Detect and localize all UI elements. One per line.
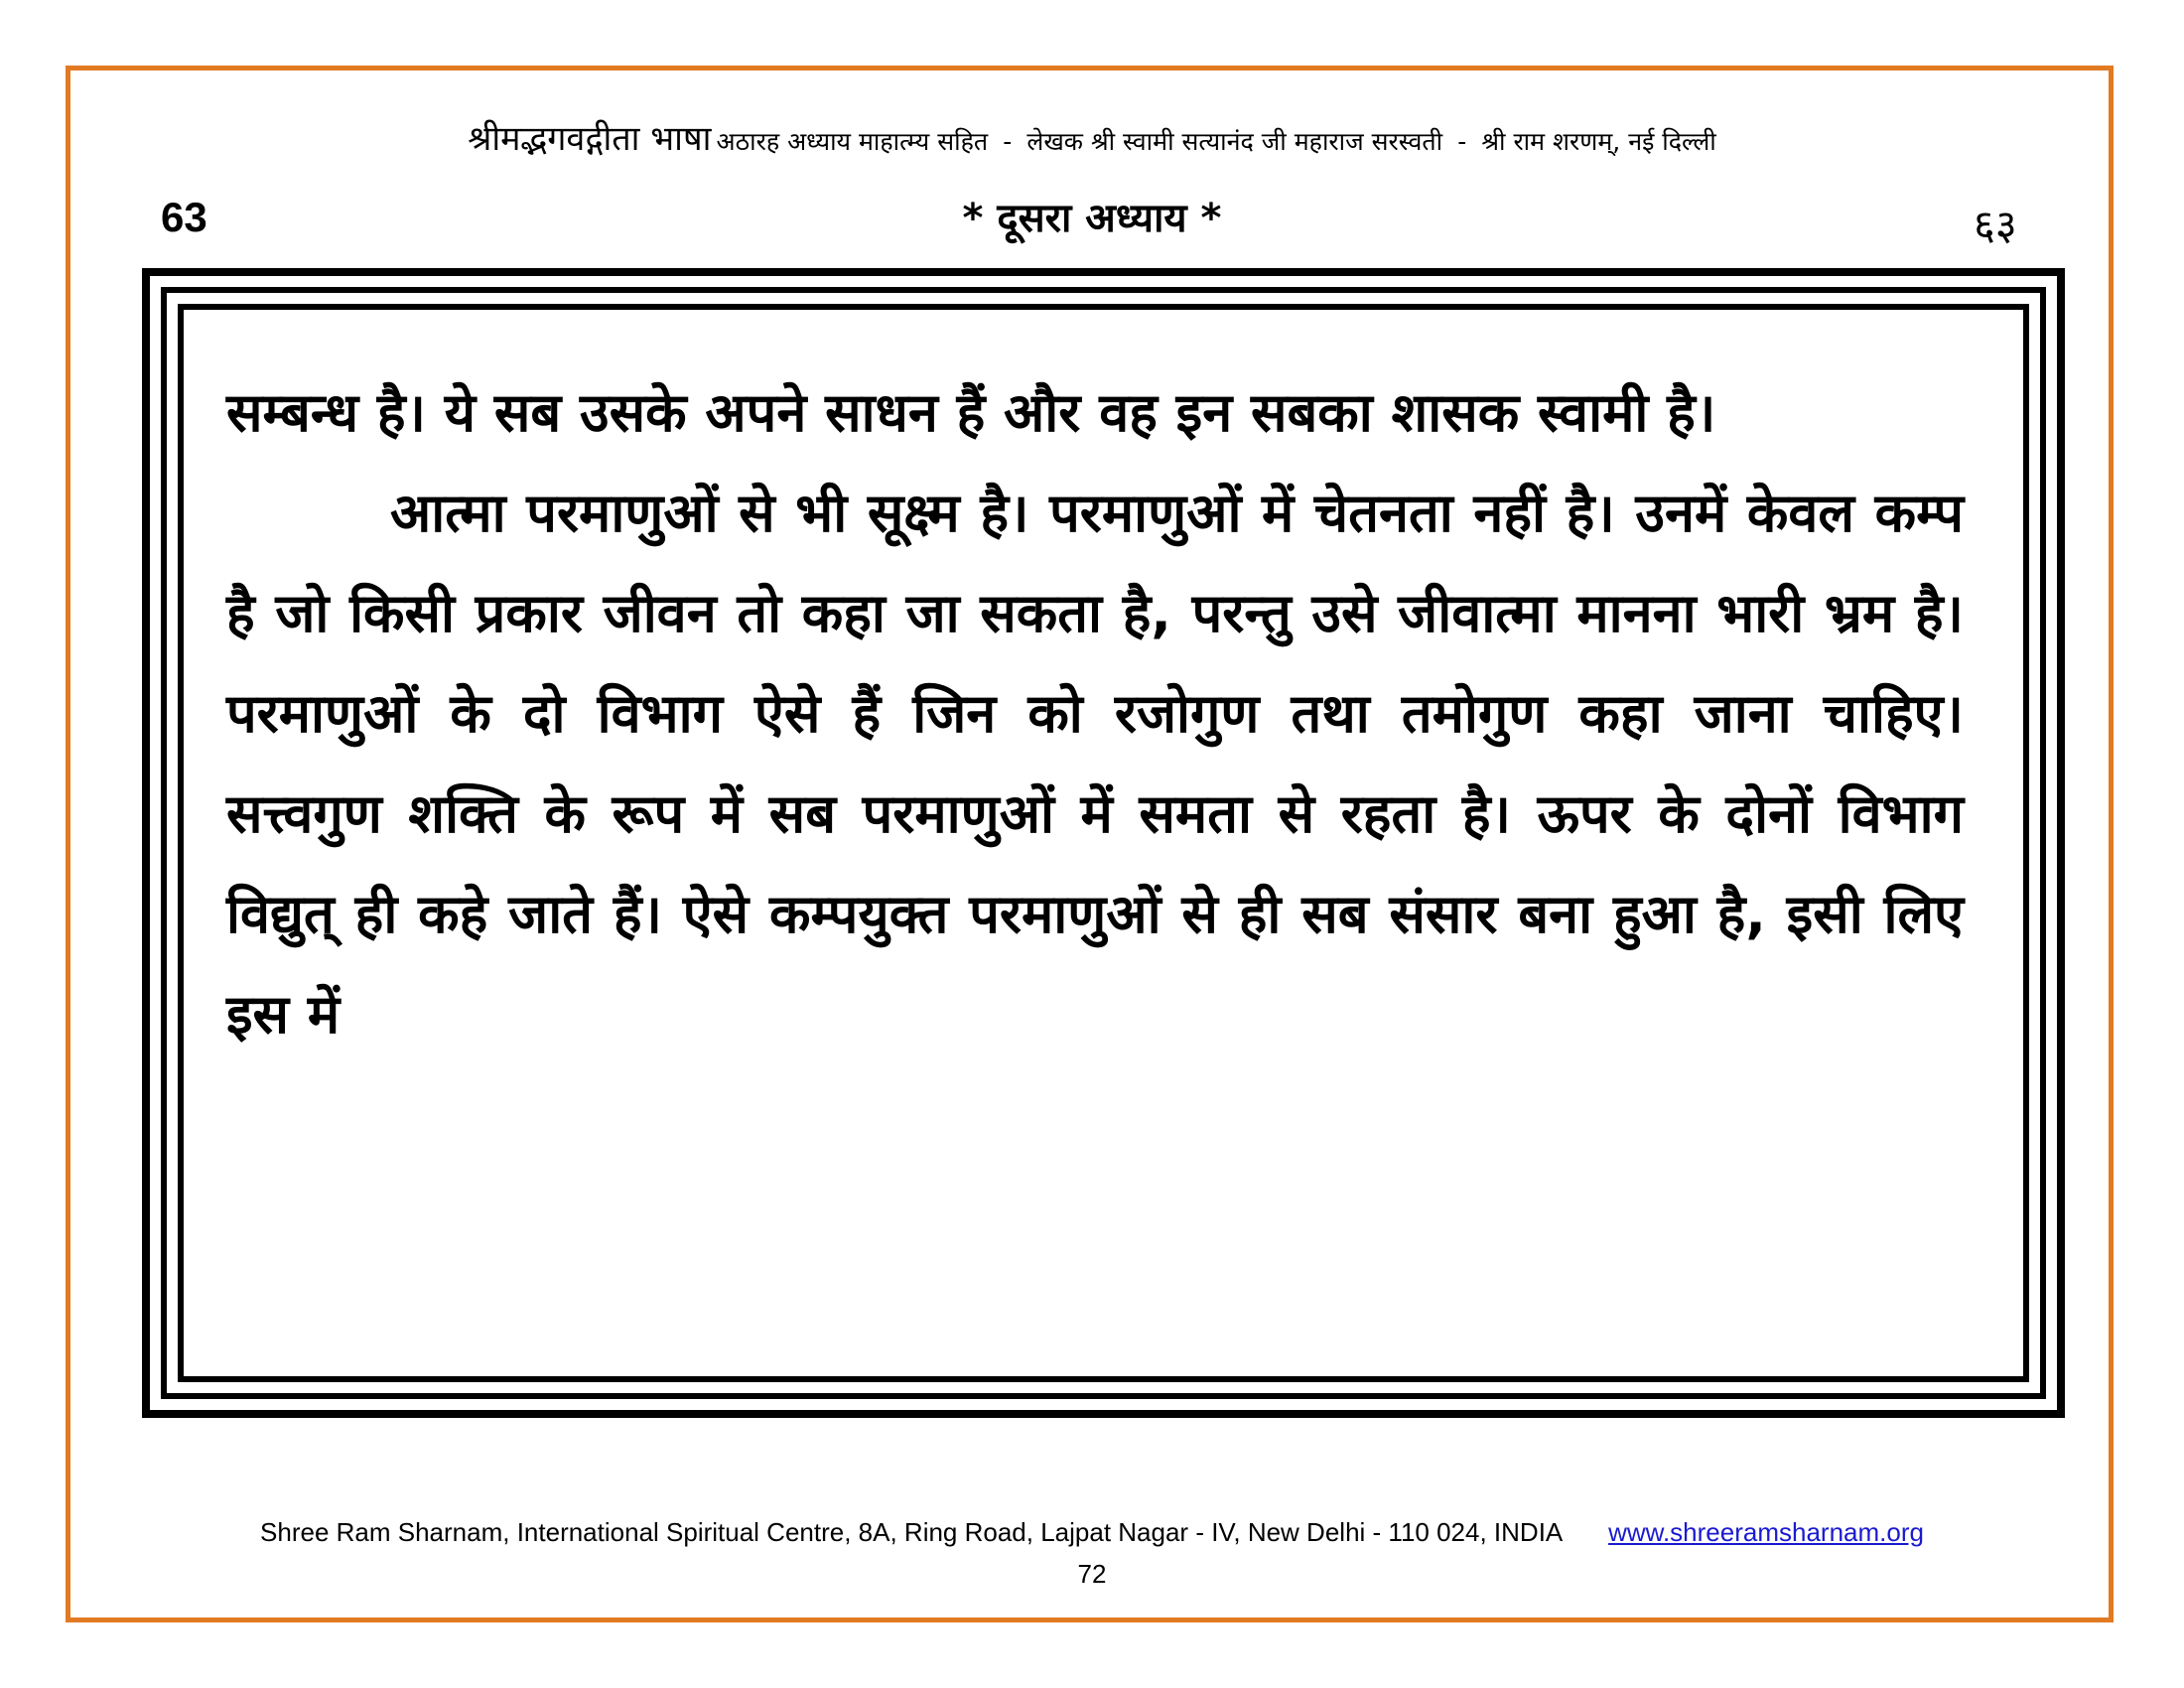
publisher-line: श्री राम शरणम्, नई दिल्ली — [1481, 127, 1716, 156]
chapter-title: * दूसरा अध्याय * — [962, 196, 1222, 241]
header-separator: - — [1457, 127, 1467, 156]
author-line: लेखक श्री स्वामी सत्यानंद जी महाराज सरस्वती — [1026, 127, 1443, 156]
paragraph-continued: सम्बन्ध है। ये सब उसके अपने साधन हैं और वह इन सबका शासक स्वामी है। — [226, 381, 1716, 444]
paragraph-atma: आत्मा परमाणुओं से भी सूक्ष्म है। परमाणुओं में चेतनता नहीं है। उनमें केवल कम्प है जो किसी प्रकार जीवन तो कहा जा सकता है, परन्तु उसे जीवात्मा मानना भारी भ्रम है। परमाणुओं के दो विभाग ऐसे हैं जिन को रजोगुण तथा तमोगुण कहा जाना चाहिए। सत्त्वगुण शक्ति के रूप में सब परमाणुओं में समता से रहता है। ऊपर के दोनों विभाग विद्युत् ही कहे जाते हैं। ऐसे कम्पयुक्त परमाणुओं से ही सब संसार बना हुआ है, इसी लिए इस में — [226, 482, 1964, 1046]
page-number-english: 63 — [161, 194, 207, 240]
book-title: श्रीमद्भगवद्गीता भाषा — [468, 119, 712, 159]
book-subtitle: अठारह अध्याय माहात्म्य सहित — [716, 127, 989, 156]
footer-page-number: 72 — [1077, 1559, 1107, 1589]
website-link[interactable]: www.shreeramsharnam.org — [1608, 1517, 1924, 1547]
footer-address: Shree Ram Sharnam, International Spiritual Centre, 8A, Ring Road, Lajpat Nagar - IV, New Delhi - 110 024, INDIA — [260, 1517, 1562, 1547]
page-number-hindi: ६३ — [1974, 201, 2017, 249]
header-separator: - — [1003, 127, 1013, 156]
page-footer — [0, 1517, 2184, 1548]
page-header — [0, 114, 2184, 160]
scripture-text — [226, 362, 1964, 1064]
